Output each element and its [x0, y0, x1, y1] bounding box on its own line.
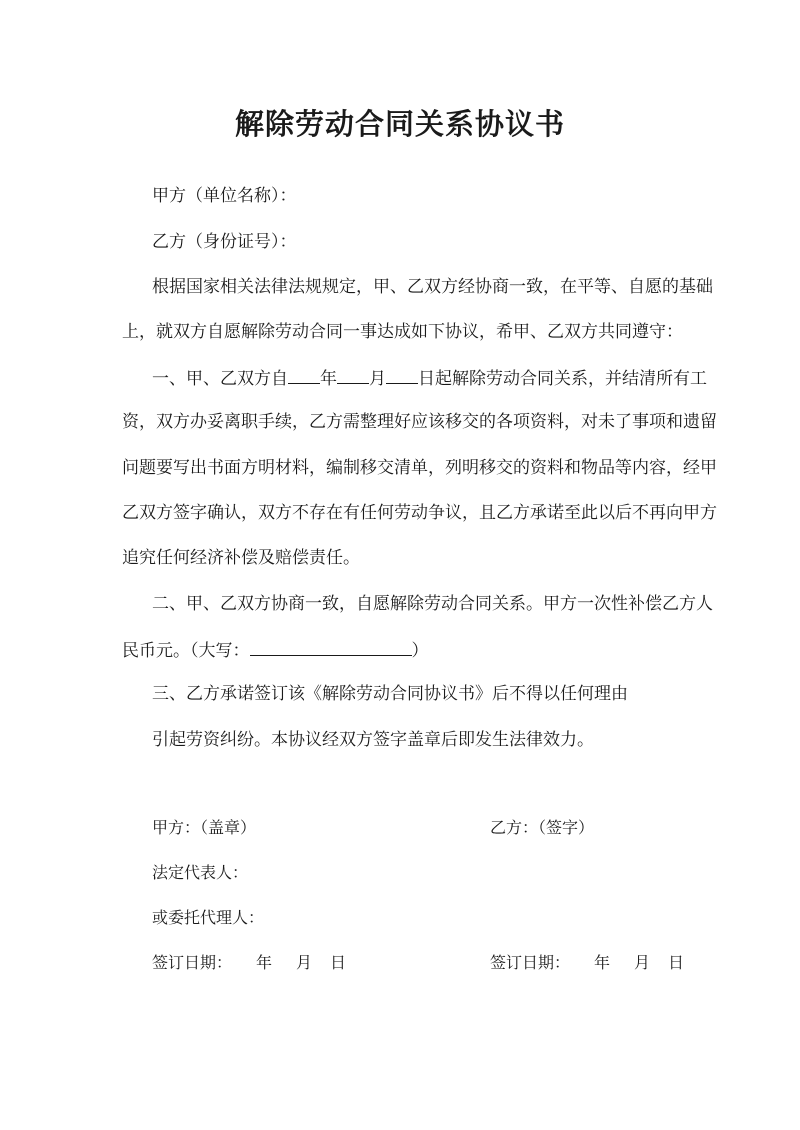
clause-1-day-rest: 日起解除劳动合同关系，并结清所有工 [418, 369, 707, 389]
authorized-agent-label: 或委托代理人： [152, 908, 265, 927]
party-a-seal-label: 甲方：（盖章） [152, 818, 257, 837]
clause-2-line-2 [122, 637, 429, 663]
preamble-line-1: 根据国家相关法律法规规定，甲、乙双方经协商一致，在平等、自愿的基础 [152, 277, 713, 297]
clause-1-line-5: 追究任何经济补偿及赔偿责任。 [122, 548, 360, 568]
clause-2-suffix: ） [411, 641, 429, 661]
clause-1-month: 月 [369, 369, 386, 389]
date-month: 月 [634, 953, 651, 972]
year-blank [288, 365, 320, 384]
party-a-name-line: 甲方（单位名称）： [152, 186, 297, 206]
date-label: 签订日期： [152, 953, 233, 972]
party-b-sign-date [490, 951, 684, 975]
party-b-sign-label: 乙方：（签字） [490, 818, 595, 837]
clause-3-line-2: 引起劳资纠纷。本协议经双方签字盖章后即发生法律效力。 [152, 730, 594, 750]
clause-2-prefix: 民币元。（大写： [122, 641, 250, 661]
clause-1-line-3: 问题要写出书面方明材料，编制移交清单，列明移交的资料和物品等内容，经甲 [122, 458, 717, 478]
clause-1-year: 年 [320, 369, 337, 389]
amount-in-words-blank [250, 637, 412, 656]
clause-2-line-1: 二、甲、乙双方协商一致，自愿解除劳动合同关系。甲方一次性补偿乙方人 [152, 594, 713, 614]
clause-1-line-1 [152, 365, 707, 391]
date-label: 签订日期： [490, 953, 571, 972]
day-blank [386, 365, 418, 384]
party-b-id-line: 乙方（身份证号）： [152, 232, 297, 252]
party-a-sign-date [152, 951, 346, 975]
date-day: 日 [330, 953, 347, 972]
date-month: 月 [296, 953, 313, 972]
month-blank [337, 365, 369, 384]
date-year: 年 [594, 953, 611, 972]
preamble-line-2: 上，就双方自愿解除劳动合同一事达成如下协议，希甲、乙双方共同遵守： [122, 322, 683, 342]
clause-1-line-4: 乙双方签字确认，双方不存在有任何劳动争议，且乙方承诺至此以后不再向甲方 [122, 503, 717, 523]
date-day: 日 [668, 953, 685, 972]
date-year: 年 [256, 953, 273, 972]
clause-3-line-1: 三、乙方承诺签订该《解除劳动合同协议书》后不得以任何理由 [152, 684, 628, 704]
clause-1-prefix: 一、甲、乙双方自 [152, 369, 288, 389]
legal-representative-label: 法定代表人： [152, 863, 249, 882]
clause-1-line-2: 资，双方办妥离职手续，乙方需整理好应该移交的各项资料，对未了事项和遗留 [122, 412, 717, 432]
document-title: 解除劳动合同关系协议书 [234, 107, 565, 141]
